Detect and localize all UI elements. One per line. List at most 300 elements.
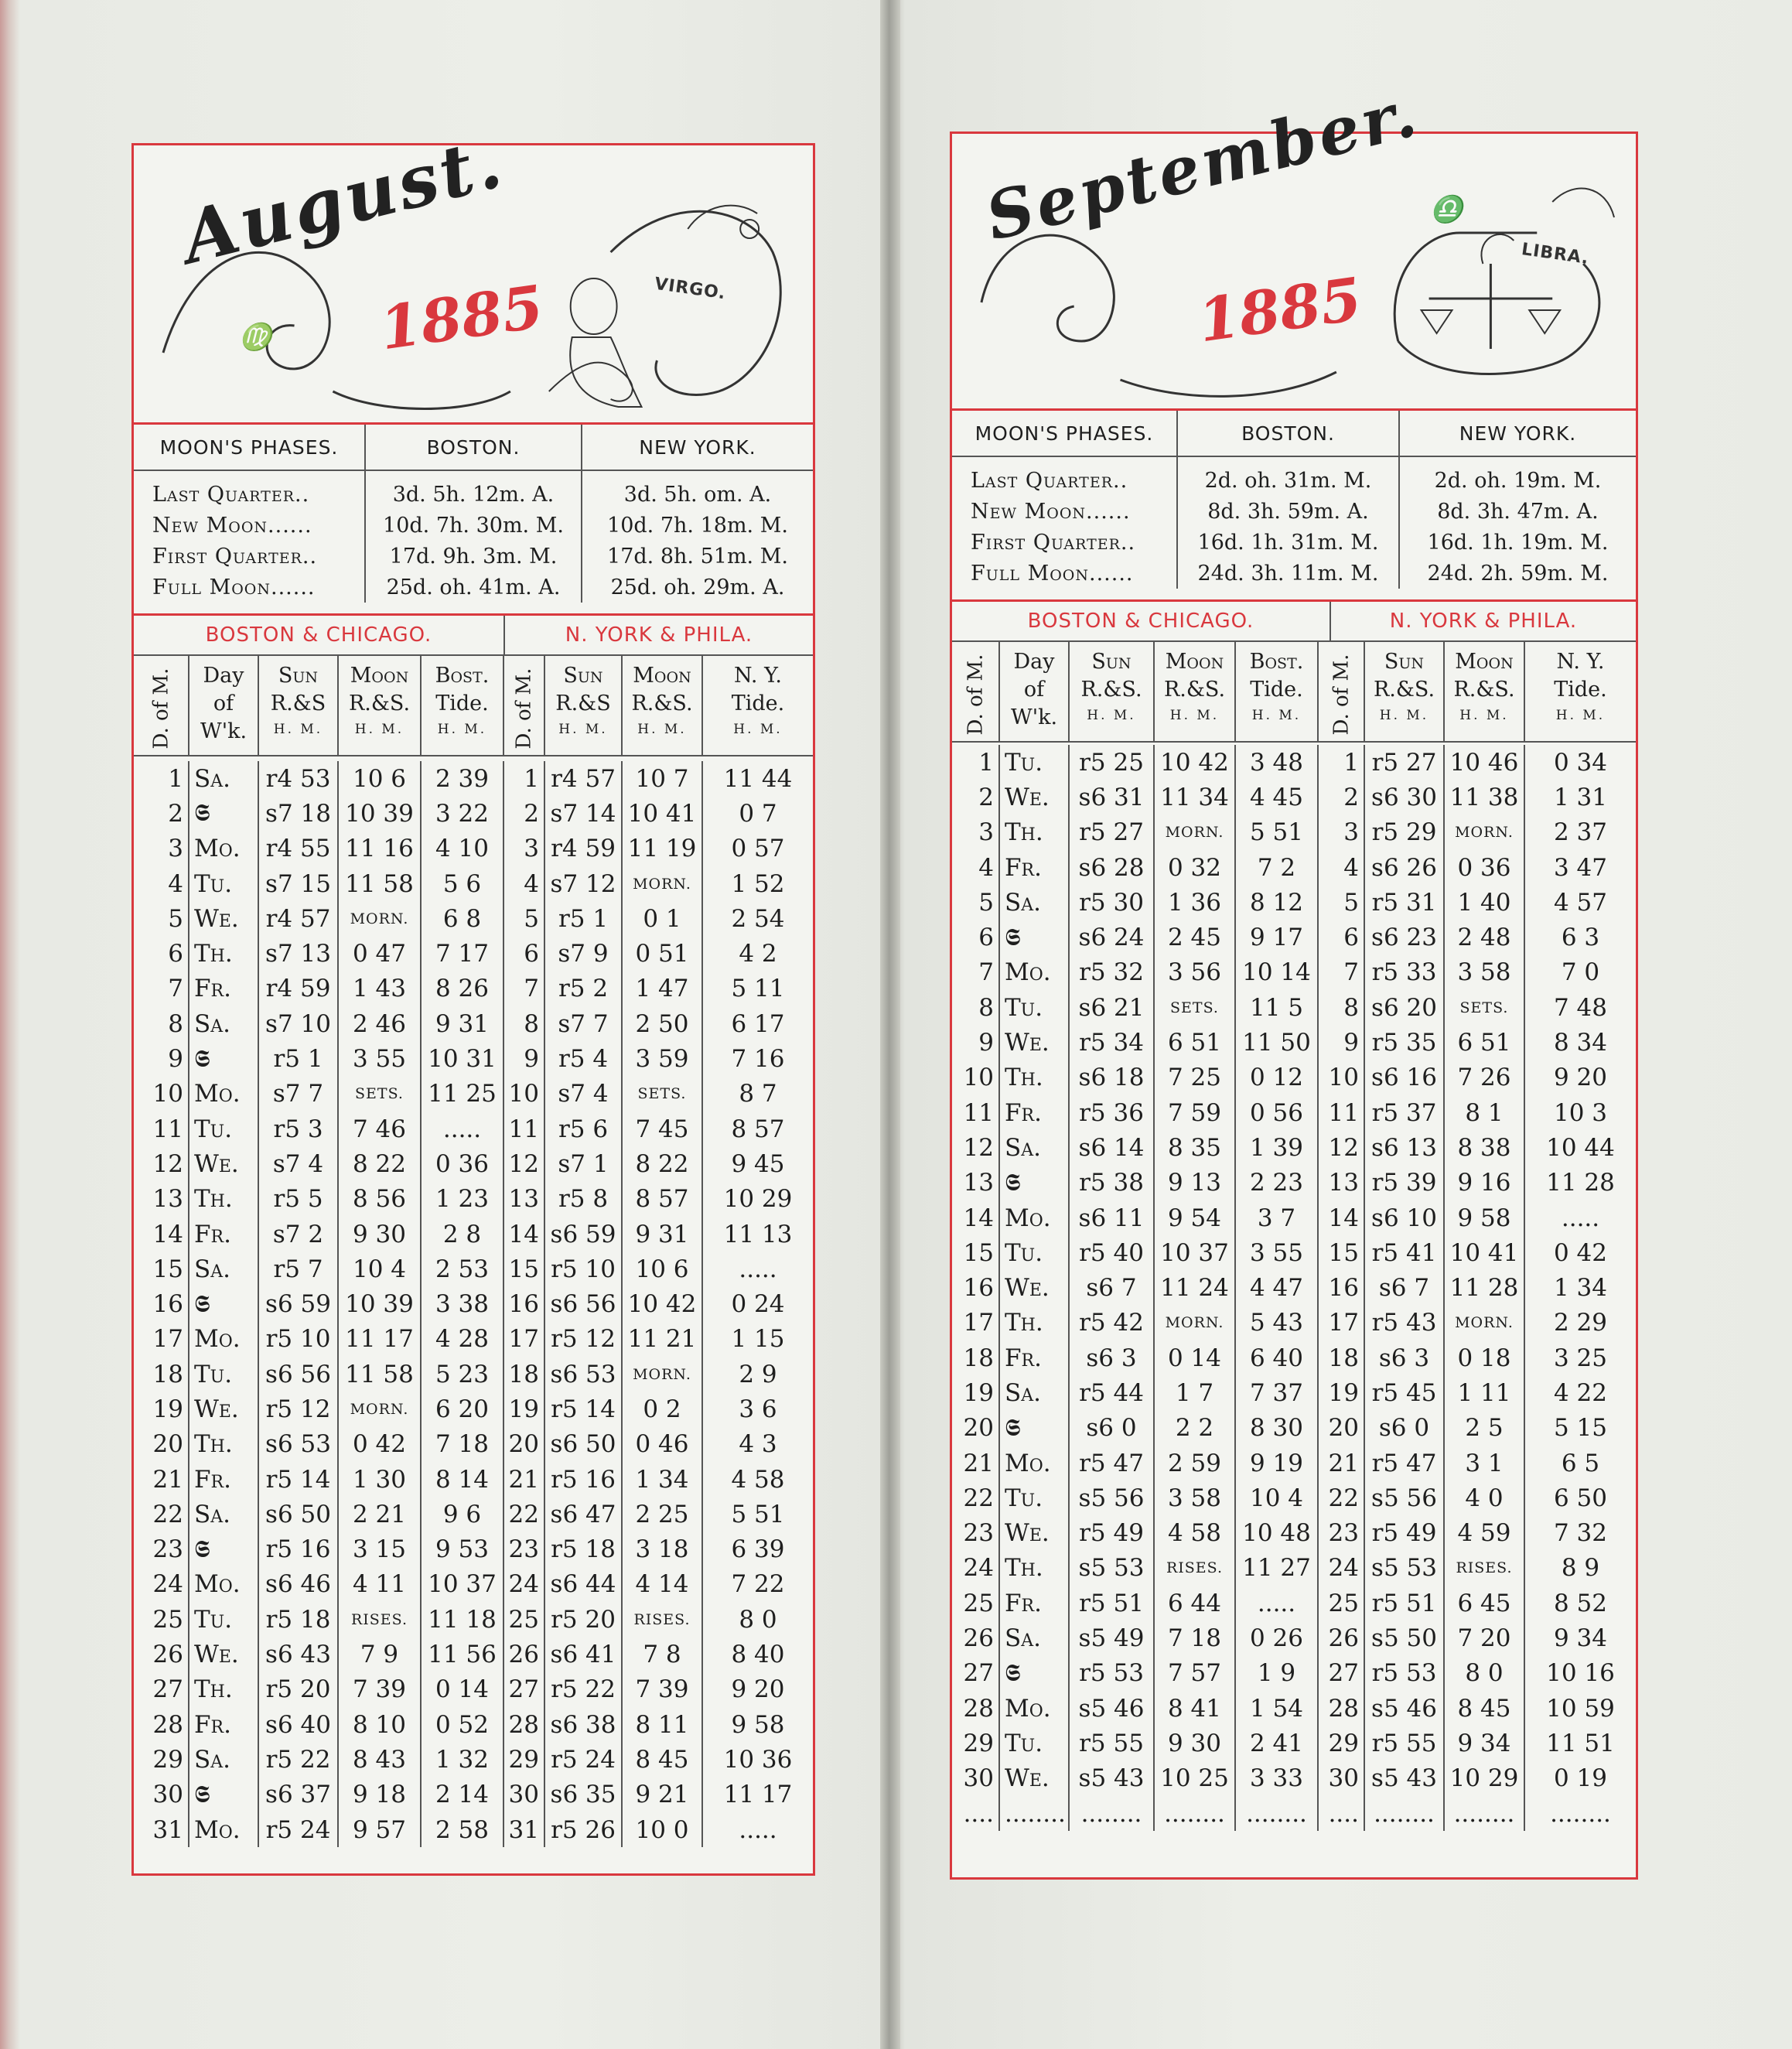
cell-sun-rise-set: s6 59 — [550, 1220, 616, 1248]
cell-moon-rise-set: MORN. — [1165, 1314, 1224, 1332]
cell-sun-rise-set: r5 49 — [1079, 1519, 1144, 1548]
cell-sun-rise-set: s6 40 — [265, 1710, 331, 1739]
col-head-moon-rise-set: Moon R.&S. H. M. — [621, 656, 701, 755]
cell-sun-rise-set: s7 18 — [265, 799, 331, 828]
cell-day-of-month: 5 — [168, 904, 183, 933]
cell-sun-rise-set: s6 38 — [550, 1710, 616, 1739]
cell-tide: 3 38 — [435, 1290, 490, 1319]
cell-day-of-week: Mo. — [194, 1815, 241, 1844]
cell-tide: 0 24 — [731, 1290, 785, 1319]
cell-sun-rise-set: s6 30 — [1371, 783, 1437, 811]
cell-moon-rise-set: 10 46 — [1449, 748, 1519, 777]
cell-tide: 10 59 — [1546, 1694, 1615, 1723]
cell-sun-rise-set: s7 7 — [272, 1080, 324, 1108]
cell-sun-rise-set: r4 53 — [265, 764, 331, 793]
cell-tide: 10 31 — [428, 1045, 497, 1074]
cell-day-of-week: We. — [1005, 1519, 1050, 1548]
cell-tide: 1 52 — [731, 869, 785, 898]
cell-day-of-week: ........ — [1005, 1799, 1066, 1828]
daily-table — [134, 761, 813, 1847]
cell-sun-rise-set: s6 53 — [265, 1430, 331, 1459]
cell-day-of-week: Th. — [1005, 1064, 1043, 1092]
cell-day-of-month: 7 — [978, 958, 994, 987]
cell-sun-rise-set: r5 37 — [1371, 1098, 1437, 1127]
cell-day-of-week: Th. — [194, 1675, 233, 1704]
cell-sun-rise-set: r5 20 — [551, 1605, 616, 1634]
cell-day-of-week: Mo. — [1005, 1449, 1051, 1477]
cell-moon-rise-set: SETS. — [1170, 999, 1219, 1016]
cell-moon-rise-set: 1 34 — [635, 1465, 689, 1494]
cell-day-of-week: We. — [194, 1149, 239, 1178]
cell-sun-rise-set: s6 53 — [550, 1360, 616, 1388]
cell-day-of-week: Tu. — [194, 1360, 233, 1388]
cell-tide: 10 44 — [1546, 1133, 1615, 1162]
cell-moon-rise-set: 4 58 — [1167, 1519, 1222, 1548]
cell-moon-rise-set: 0 14 — [1167, 1344, 1222, 1372]
cell-tide: 11 18 — [428, 1605, 497, 1634]
cell-sun-rise-set: ........ — [1080, 1799, 1142, 1828]
cell-day-of-week: Sa. — [1005, 1378, 1041, 1407]
cell-sun-rise-set: s5 53 — [1078, 1554, 1145, 1583]
cell-sun-rise-set: r5 18 — [265, 1605, 331, 1634]
cell-tide: 9 34 — [1553, 1624, 1608, 1653]
cell-tide: 2 14 — [435, 1781, 490, 1809]
cell-moon-rise-set: 7 26 — [1457, 1064, 1511, 1092]
cell-day-of-month: 22 — [1328, 1484, 1359, 1512]
cell-tide: 2 41 — [1249, 1729, 1304, 1757]
cell-tide: 0 34 — [1553, 748, 1608, 777]
cell-day-of-week: Sa. — [1005, 888, 1041, 917]
cell-day-of-month: 14 — [508, 1220, 539, 1248]
cell-moon-rise-set: 10 42 — [1160, 748, 1229, 777]
col-head-moon-rise-set: Moon R.&S. H. M. — [337, 656, 420, 755]
phase-newyork-time: 16d. 1h. 19m. M. — [1427, 530, 1609, 555]
cell-day-of-week: Fr. — [1005, 1344, 1042, 1372]
cell-sun-rise-set: r5 47 — [1371, 1449, 1437, 1477]
cell-day-of-month: 23 — [1328, 1519, 1359, 1548]
cell-sun-rise-set: r5 33 — [1371, 958, 1437, 987]
cell-day-of-month: 26 — [508, 1641, 539, 1669]
cell-day-of-month: 19 — [508, 1395, 539, 1423]
cell-moon-rise-set: 7 39 — [635, 1675, 689, 1704]
cell-day-of-month: 24 — [152, 1570, 183, 1599]
cell-moon-rise-set: SETS. — [1459, 999, 1509, 1016]
column-headers — [952, 642, 1636, 743]
cell-day-of-week: Mo. — [1005, 1694, 1051, 1723]
cell-tide: 7 17 — [435, 940, 490, 968]
cell-tide: 11 50 — [1242, 1029, 1311, 1057]
cell-moon-rise-set: 11 16 — [345, 835, 414, 863]
cell-tide: 1 39 — [1249, 1133, 1304, 1162]
cell-tide: 2 8 — [442, 1220, 482, 1248]
cell-moon-rise-set: 11 58 — [345, 1360, 414, 1388]
cell-tide: 4 47 — [1249, 1274, 1304, 1303]
cell-moon-rise-set: 10 39 — [345, 799, 414, 828]
cell-day-of-week: 𝕾 — [1005, 1658, 1021, 1687]
cell-sun-rise-set: r5 34 — [1079, 1029, 1144, 1057]
cell-day-of-month: 24 — [1328, 1554, 1359, 1583]
cell-sun-rise-set: s6 13 — [1371, 1133, 1437, 1162]
phase-boston-time: 16d. 1h. 31m. M. — [1197, 530, 1379, 555]
cell-moon-rise-set: 7 8 — [643, 1641, 681, 1669]
cell-sun-rise-set: r5 20 — [265, 1675, 331, 1704]
cell-tide: ..... — [1257, 1589, 1296, 1617]
cell-sun-rise-set: ........ — [1374, 1799, 1435, 1828]
cell-moon-rise-set: 8 57 — [635, 1185, 689, 1214]
cell-sun-rise-set: s6 11 — [1078, 1204, 1145, 1232]
cell-tide: 8 0 — [739, 1605, 777, 1634]
cell-day-of-month: 22 — [963, 1484, 994, 1512]
cell-tide: ..... — [739, 1255, 777, 1283]
cell-tide: 7 37 — [1249, 1378, 1304, 1407]
cell-tide: 5 15 — [1553, 1414, 1608, 1443]
cell-day-of-month: 2 — [978, 783, 994, 811]
year-label: 1885 — [375, 271, 548, 364]
cell-day-of-month: 28 — [963, 1694, 994, 1723]
cell-day-of-month: 17 — [152, 1325, 183, 1354]
column-day-of-week — [188, 761, 258, 1847]
cell-day-of-week: We. — [1005, 1764, 1050, 1793]
cell-tide: 6 3 — [1561, 924, 1600, 952]
cell-moon-rise-set: 0 46 — [635, 1430, 689, 1459]
cell-day-of-month: 29 — [508, 1745, 539, 1774]
cell-day-of-week: Sa. — [194, 1500, 230, 1528]
cell-tide: 6 50 — [1553, 1484, 1608, 1512]
cell-moon-rise-set: 0 32 — [1167, 853, 1222, 882]
cell-moon-rise-set: 6 51 — [1457, 1029, 1511, 1057]
cell-sun-rise-set: s6 43 — [265, 1641, 331, 1669]
cell-moon-rise-set: 8 1 — [1465, 1098, 1504, 1127]
cell-sun-rise-set: r5 31 — [1371, 888, 1437, 917]
cell-sun-rise-set: r5 49 — [1371, 1519, 1437, 1548]
cell-day-of-week: Th. — [194, 1185, 233, 1214]
cell-moon-rise-set: 6 51 — [1167, 1029, 1222, 1057]
cell-day-of-week: Sa. — [194, 1009, 230, 1038]
cell-day-of-month: 24 — [508, 1570, 539, 1599]
cell-moon-rise-set: 9 54 — [1167, 1204, 1222, 1232]
cell-day-of-month: 26 — [1328, 1624, 1359, 1653]
cell-moon-rise-set: 4 14 — [635, 1570, 689, 1599]
cell-tide: ........ — [1550, 1799, 1611, 1828]
cell-moon-rise-set: 6 44 — [1167, 1589, 1222, 1617]
cell-moon-rise-set: 8 22 — [352, 1149, 407, 1178]
september-header-art — [966, 73, 1622, 418]
phase-boston-time: 3d. 5h. 12m. A. — [392, 482, 555, 507]
cell-moon-rise-set: 4 11 — [352, 1570, 407, 1599]
column-sun-rise-set — [544, 761, 621, 1847]
cell-sun-rise-set: s7 4 — [272, 1149, 324, 1178]
cell-sun-rise-set: s6 44 — [550, 1570, 616, 1599]
cell-sun-rise-set: s7 2 — [272, 1220, 324, 1248]
cell-day-of-week: We. — [1005, 783, 1050, 811]
cell-day-of-week: Th. — [1005, 818, 1043, 847]
col-head-tide: Bost. Tide. H. M. — [420, 656, 503, 755]
cell-tide: 0 56 — [1249, 1098, 1304, 1127]
cell-day-of-month: 17 — [963, 1309, 994, 1337]
phases-header: MOON'S PHASES. — [159, 435, 339, 459]
cell-day-of-month: 29 — [1328, 1729, 1359, 1757]
cell-sun-rise-set: r5 40 — [1079, 1238, 1144, 1267]
cell-tide: 2 23 — [1249, 1169, 1304, 1197]
cell-moon-rise-set: 1 43 — [352, 975, 407, 1003]
cell-tide: 0 19 — [1553, 1764, 1608, 1793]
cell-tide: 6 39 — [731, 1535, 785, 1564]
cell-day-of-week: Fr. — [194, 975, 231, 1003]
cell-moon-rise-set: 3 55 — [352, 1045, 407, 1074]
cell-tide: 5 23 — [435, 1360, 490, 1388]
cell-tide: 3 25 — [1553, 1344, 1608, 1372]
cell-tide: 0 26 — [1249, 1624, 1304, 1653]
cell-sun-rise-set: s7 12 — [550, 869, 616, 898]
cell-tide: 9 20 — [1553, 1064, 1608, 1092]
column-moon-rise-set — [1153, 745, 1234, 1831]
phase-newyork-time: 8d. 3h. 47m. A. — [1437, 499, 1599, 524]
phase-name: Last Quarter.. — [152, 482, 310, 507]
column-tide — [1234, 745, 1317, 1831]
cell-sun-rise-set: r5 30 — [1079, 888, 1144, 917]
cell-moon-rise-set: RISES. — [633, 1610, 691, 1628]
cell-sun-rise-set: r5 14 — [551, 1395, 616, 1423]
cell-day-of-week: Fr. — [1005, 853, 1042, 882]
cell-day-of-month: 22 — [152, 1500, 183, 1528]
col-head-tide: N. Y. Tide. H. M. — [701, 656, 813, 755]
cell-tide: 7 0 — [1561, 958, 1600, 987]
cell-tide: 0 14 — [435, 1675, 490, 1704]
cell-day-of-week: Mo. — [1005, 1204, 1051, 1232]
cell-day-of-month: 6 — [524, 940, 539, 968]
cell-tide: 1 31 — [1553, 783, 1608, 811]
cell-day-of-month: 20 — [152, 1430, 183, 1459]
cell-sun-rise-set: r5 1 — [558, 904, 609, 933]
cell-tide: 1 32 — [435, 1745, 490, 1774]
september-page — [950, 73, 1638, 1880]
cell-moon-rise-set: 9 30 — [352, 1220, 407, 1248]
cell-sun-rise-set: r5 51 — [1079, 1589, 1144, 1617]
cell-sun-rise-set: r5 7 — [273, 1255, 323, 1283]
column-day-of-month — [1317, 745, 1364, 1831]
cell-day-of-month: 30 — [1328, 1764, 1359, 1793]
cell-tide: 6 5 — [1561, 1449, 1600, 1477]
cell-sun-rise-set: r5 27 — [1371, 748, 1437, 777]
cell-day-of-month: 1 — [524, 764, 539, 793]
cell-moon-rise-set: 10 29 — [1449, 1764, 1519, 1793]
cell-day-of-month: 27 — [1328, 1659, 1359, 1688]
cell-tide: 10 4 — [1249, 1484, 1304, 1512]
cell-day-of-month: 12 — [963, 1133, 994, 1162]
cell-day-of-month: 22 — [508, 1500, 539, 1528]
col-head-day-of-month: D. of M. — [503, 656, 544, 755]
virgo-glyph: ♍ — [239, 322, 272, 353]
cell-sun-rise-set: s6 28 — [1078, 853, 1145, 882]
column-sun-rise-set — [1068, 745, 1153, 1831]
cell-moon-rise-set: 3 18 — [635, 1535, 689, 1564]
cell-day-of-week: We. — [1005, 1274, 1050, 1303]
phase-newyork-time: 2d. oh. 19m. M. — [1434, 468, 1602, 493]
cell-moon-rise-set: 7 57 — [1167, 1659, 1222, 1688]
phase-name: Last Quarter.. — [971, 468, 1128, 493]
cell-moon-rise-set: 1 40 — [1457, 888, 1511, 917]
cell-day-of-month: 8 — [524, 1009, 539, 1038]
cell-tide: 3 47 — [1553, 853, 1608, 882]
cell-sun-rise-set: s6 14 — [1078, 1133, 1145, 1162]
phase-boston-time: 2d. oh. 31m. M. — [1204, 468, 1372, 493]
cell-tide: 8 52 — [1553, 1589, 1608, 1617]
cell-sun-rise-set: r4 57 — [551, 764, 616, 793]
cell-moon-rise-set: 4 59 — [1457, 1519, 1511, 1548]
cell-day-of-month: 31 — [508, 1815, 539, 1844]
phase-newyork-time: 3d. 5h. om. A. — [623, 482, 772, 507]
cell-moon-rise-set: 10 37 — [1160, 1238, 1229, 1267]
col-head-sun-rise-set: Sun R.&S H. M. — [544, 656, 621, 755]
cell-day-of-month: 16 — [152, 1290, 183, 1319]
cell-moon-rise-set: 2 25 — [635, 1500, 689, 1528]
cell-sun-rise-set: s6 56 — [550, 1290, 616, 1319]
cell-moon-rise-set: 11 28 — [1449, 1274, 1519, 1303]
cell-tide: 2 9 — [739, 1360, 777, 1388]
cell-day-of-month: 1 — [978, 748, 994, 777]
cell-day-of-month: 14 — [1328, 1204, 1359, 1232]
newyork-header: NEW YORK. — [581, 425, 813, 470]
cell-sun-rise-set: s6 35 — [550, 1781, 616, 1809]
cell-day-of-month: 20 — [508, 1430, 539, 1459]
column-sun-rise-set — [258, 761, 337, 1847]
cell-tide: 4 58 — [731, 1465, 785, 1494]
cell-moon-rise-set: 7 59 — [1167, 1098, 1222, 1127]
cell-sun-rise-set: s6 31 — [1078, 783, 1145, 811]
cell-day-of-month: 11 — [152, 1115, 183, 1143]
cell-sun-rise-set: r5 3 — [273, 1115, 323, 1143]
daily-table — [952, 745, 1636, 1831]
cell-day-of-month: 1 — [1343, 748, 1359, 777]
cell-tide: 0 7 — [739, 799, 777, 828]
cell-tide: 8 7 — [739, 1080, 777, 1108]
cell-tide: 11 17 — [723, 1781, 793, 1809]
cell-moon-rise-set: ........ — [1164, 1799, 1225, 1828]
cell-tide: 8 12 — [1249, 888, 1304, 917]
cell-sun-rise-set: s7 10 — [265, 1009, 331, 1038]
phase-boston-time: 24d. 3h. 11m. M. — [1197, 561, 1379, 586]
cell-day-of-month: 23 — [508, 1535, 539, 1564]
cell-moon-rise-set: 1 36 — [1167, 888, 1222, 917]
column-day-of-month — [952, 745, 998, 1831]
cell-moon-rise-set: 10 6 — [635, 1255, 689, 1283]
cell-moon-rise-set: 8 10 — [352, 1710, 407, 1739]
cell-sun-rise-set: s5 53 — [1371, 1554, 1437, 1583]
cell-sun-rise-set: s6 41 — [550, 1641, 616, 1669]
moon-phases-table — [952, 408, 1636, 589]
cell-tide: 1 54 — [1249, 1694, 1304, 1723]
cell-tide: 2 37 — [1553, 818, 1608, 847]
cell-day-of-month: 31 — [152, 1815, 183, 1844]
cell-day-of-week: Sa. — [194, 1255, 230, 1283]
cell-day-of-month: 25 — [152, 1605, 183, 1634]
cell-sun-rise-set: r5 18 — [551, 1535, 616, 1564]
cell-day-of-week: 𝕾 — [194, 1044, 210, 1073]
cell-tide: 7 32 — [1553, 1519, 1608, 1548]
cell-sun-rise-set: s6 50 — [265, 1500, 331, 1528]
cell-moon-rise-set: 10 4 — [352, 1255, 407, 1283]
cell-day-of-week: We. — [1005, 1029, 1050, 1057]
cell-day-of-week: Mo. — [194, 1570, 241, 1599]
cell-moon-rise-set: 8 45 — [1457, 1694, 1511, 1723]
cell-day-of-week: Fr. — [194, 1220, 231, 1248]
cell-day-of-month: 19 — [1328, 1378, 1359, 1407]
cell-moon-rise-set: 1 47 — [635, 975, 689, 1003]
cell-sun-rise-set: r5 14 — [265, 1465, 331, 1494]
cell-moon-rise-set: 2 59 — [1167, 1449, 1222, 1477]
cell-day-of-month: 15 — [508, 1255, 539, 1283]
cell-day-of-month: 10 — [963, 1064, 994, 1092]
cell-sun-rise-set: r5 1 — [273, 1045, 323, 1074]
cell-tide: 5 11 — [731, 975, 785, 1003]
cell-day-of-week: Sa. — [1005, 1133, 1041, 1162]
cell-day-of-month: 10 — [1328, 1064, 1359, 1092]
cell-day-of-week: 𝕾 — [194, 1535, 210, 1563]
cell-day-of-month: 25 — [963, 1589, 994, 1617]
cell-tide: 2 29 — [1553, 1309, 1608, 1337]
cell-moon-rise-set: 7 20 — [1457, 1624, 1511, 1653]
cell-day-of-month: 18 — [152, 1360, 183, 1388]
cell-tide: 8 40 — [731, 1641, 785, 1669]
cell-moon-rise-set: 11 21 — [627, 1325, 697, 1354]
cell-sun-rise-set: s7 7 — [558, 1009, 609, 1038]
cell-sun-rise-set: r5 36 — [1079, 1098, 1144, 1127]
col-head-sun-rise-set: Sun R.&S H. M. — [258, 656, 337, 755]
cell-moon-rise-set: 8 56 — [352, 1185, 407, 1214]
cell-moon-rise-set: 10 0 — [635, 1815, 689, 1844]
cell-sun-rise-set: r5 53 — [1371, 1659, 1437, 1688]
cell-sun-rise-set: r5 16 — [551, 1465, 616, 1494]
cell-sun-rise-set: s6 50 — [550, 1430, 616, 1459]
cell-day-of-week: Mo. — [194, 835, 241, 863]
cell-day-of-week: 𝕾 — [1005, 923, 1021, 951]
cell-moon-rise-set: MORN. — [633, 1365, 691, 1383]
cell-moon-rise-set: 2 21 — [352, 1500, 407, 1528]
cell-sun-rise-set: r5 4 — [558, 1045, 609, 1074]
column-moon-rise-set — [621, 761, 701, 1847]
cell-sun-rise-set: r5 27 — [1079, 818, 1144, 847]
august-page — [131, 119, 815, 1876]
cell-sun-rise-set: s6 0 — [1378, 1414, 1430, 1443]
cell-day-of-month: 8 — [978, 993, 994, 1022]
phase-boston-time: 8d. 3h. 59m. A. — [1207, 499, 1369, 524]
cell-sun-rise-set: r5 2 — [558, 975, 609, 1003]
cell-moon-rise-set: 0 36 — [1457, 853, 1511, 882]
cell-day-of-month: 18 — [1328, 1344, 1359, 1372]
cell-sun-rise-set: r4 55 — [265, 835, 331, 863]
cell-tide: 9 31 — [435, 1009, 490, 1038]
cell-moon-rise-set: 2 2 — [1175, 1414, 1214, 1443]
cell-day-of-month: 11 — [1328, 1098, 1359, 1127]
cell-sun-rise-set: r5 35 — [1371, 1029, 1437, 1057]
cell-day-of-month: 23 — [152, 1535, 183, 1564]
cell-day-of-week: Sa. — [194, 1745, 230, 1774]
col-head-tide: N. Y. Tide. H. M. — [1524, 642, 1636, 741]
cell-day-of-month: 3 — [978, 818, 994, 847]
cell-sun-rise-set: r5 25 — [1079, 748, 1144, 777]
cell-moon-rise-set: 3 15 — [352, 1535, 407, 1564]
cell-moon-rise-set: 11 17 — [345, 1325, 414, 1354]
phase-name: First Quarter.. — [152, 544, 318, 569]
libra-glyph: ♎ — [1430, 194, 1463, 225]
cell-day-of-week: Tu. — [1005, 748, 1043, 777]
cell-day-of-week: Th. — [194, 940, 233, 968]
cell-day-of-week: Tu. — [1005, 1238, 1043, 1267]
cell-moon-rise-set: MORN. — [350, 1400, 409, 1418]
cell-sun-rise-set: r5 45 — [1371, 1378, 1437, 1407]
cell-tide: 7 2 — [1257, 853, 1296, 882]
august-header-art — [148, 119, 799, 430]
